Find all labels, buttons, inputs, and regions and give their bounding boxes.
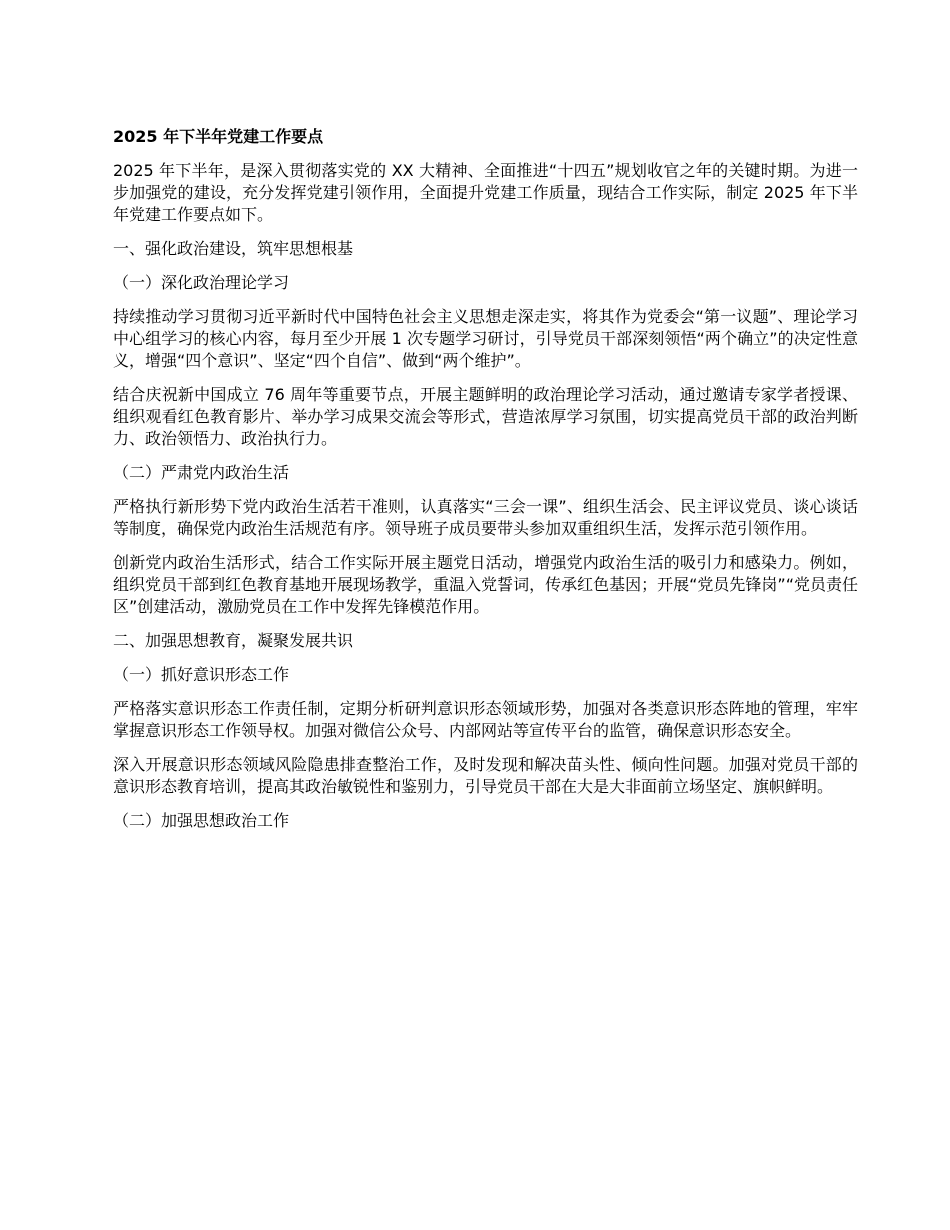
paragraph: 持续推动学习贯彻习近平新时代中国特色社会主义思想走深走实，将其作为党委会“第一议题”、理论学习中心组学习的核心内容，每月至少开展 1 次专题学习研讨，引导党员干部深刻领悟“两个确立”的决定性意义，增强“四个意识”、坚定“四个自信”、做到“两个维护”。 — [113, 307, 858, 370]
document-title: 2025 年下半年党建工作要点 — [113, 127, 324, 146]
paragraph: 创新党内政治生活形式，结合工作实际开展主题党日活动，增强党内政治生活的吸引力和感染力。例如，组织党员干部到红色教育基地开展现场教学，重温入党誓词，传承红色基因；开展“党员先锋岗”“党员责任区”创建活动，激励党员在工作中发挥先锋模范作用。 — [113, 553, 858, 616]
paragraph: 严格落实意识形态工作责任制，定期分析研判意识形态领域形势，加强对各类意识形态阵地的管理，牢牢掌握意识形态工作领导权。加强对微信公众号、内部网站等宣传平台的监管，确保意识形态安全。 — [113, 699, 858, 740]
section-heading: 一、强化政治建设，筑牢思想根基 — [113, 239, 354, 258]
paragraph: 严格执行新形势下党内政治生活若干准则，认真落实“三会一课”、组织生活会、民主评议党员、谈心谈话等制度，确保党内政治生活规范有序。领导班子成员要带头参加双重组织生活，发挥示范引领作用。 — [113, 497, 858, 538]
paragraph: 2025 年下半年，是深入贯彻落实党的 XX 大精神、全面推进“十四五”规划收官之年的关键时期。为进一步加强党的建设，充分发挥党建引领作用，全面提升党建工作质量，现结合工作实际，制定 2025 年下半年党建工作要点如下。 — [113, 161, 858, 224]
paragraph: 深入开展意识形态领域风险隐患排查整治工作，及时发现和解决苗头性、倾向性问题。加强对党员干部的意识形态教育培训，提高其政治敏锐性和鉴别力，引导党员干部在大是大非面前立场坚定、旗帜鲜明。 — [113, 755, 858, 796]
subsection-heading: （一）深化政治理论学习 — [113, 273, 290, 292]
document-page — [113, 126, 858, 844]
subsection-heading: （二）加强思想政治工作 — [113, 811, 290, 830]
paragraph: 结合庆祝新中国成立 76 周年等重要节点，开展主题鲜明的政治理论学习活动，通过邀请专家学者授课、组织观看红色教育影片、举办学习成果交流会等形式，营造浓厚学习氛围，切实提高党员干部的政治判断力、政治领悟力、政治执行力。 — [113, 385, 858, 448]
section-heading: 二、加强思想教育，凝聚发展共识 — [113, 631, 354, 650]
subsection-heading: （二）严肃党内政治生活 — [113, 463, 290, 482]
subsection-heading: （一）抓好意识形态工作 — [113, 665, 290, 684]
